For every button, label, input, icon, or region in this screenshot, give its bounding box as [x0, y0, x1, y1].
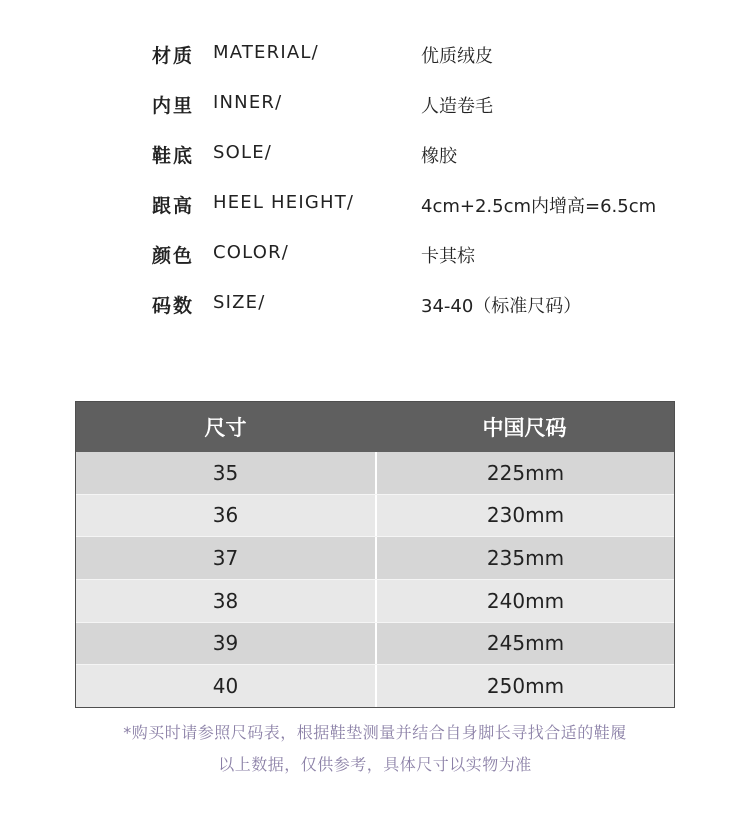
- spec-label-en: MATERIAL/: [213, 42, 319, 63]
- table-cell-size: 36: [76, 495, 377, 537]
- spec-label-en: INNER/: [213, 92, 283, 113]
- spec-row-material: [0, 28, 750, 78]
- column-header-size: 尺寸: [204, 416, 247, 440]
- spec-row-inner: [0, 78, 750, 128]
- spec-label-cn: 跟高: [152, 195, 195, 217]
- table-row: [76, 494, 674, 537]
- table-cell-length: 230mm: [486, 503, 565, 528]
- table-cell-size: 40: [76, 665, 377, 707]
- spec-value: 卡其棕: [421, 246, 475, 267]
- size-chart-table: [75, 401, 675, 708]
- spec-list: [0, 28, 750, 328]
- table-cell-size: 38: [76, 580, 377, 622]
- spec-value: 优质绒皮: [421, 46, 493, 67]
- spec-label-cn: 鞋底: [152, 145, 195, 167]
- spec-value: 4cm+2.5cm内增高=6.5cm: [421, 196, 657, 217]
- spec-label-en: COLOR/: [213, 242, 290, 263]
- table-cell-size: 39: [76, 623, 377, 665]
- spec-value: 橡胶: [421, 146, 457, 167]
- spec-label-cn: 码数: [152, 295, 195, 317]
- table-cell-length: 245mm: [486, 631, 565, 656]
- spec-label-cn: 内里: [152, 95, 195, 117]
- size-note-line-2: 以上数据，仅供参考，具体尺寸以实物为准: [218, 755, 532, 774]
- column-header-cn-size: 中国尺码: [482, 416, 567, 440]
- spec-row-heel-height: [0, 178, 750, 228]
- table-row: [76, 664, 674, 707]
- spec-label-en: SIZE/: [213, 292, 266, 313]
- spec-label-cn: 颜色: [152, 245, 195, 267]
- spec-row-color: [0, 228, 750, 278]
- table-cell-length: 250mm: [486, 674, 565, 699]
- table-row: [76, 536, 674, 579]
- table-row: [76, 452, 674, 494]
- spec-label-cn: 材质: [152, 45, 195, 67]
- spec-label-en: HEEL HEIGHT/: [213, 192, 355, 213]
- table-cell-length: 240mm: [486, 588, 565, 613]
- table-cell-length: 225mm: [486, 460, 565, 485]
- table-cell-size: 37: [76, 537, 377, 579]
- size-note-line-1: *购买时请参照尺码表，根据鞋垫测量并结合自身脚长寻找合适的鞋履: [123, 723, 627, 742]
- table-header: [76, 402, 674, 452]
- table-row: [76, 579, 674, 622]
- spec-label-en: SOLE/: [213, 142, 273, 163]
- table-cell-length: 235mm: [486, 546, 565, 571]
- table-row: [76, 622, 674, 665]
- spec-row-sole: [0, 128, 750, 178]
- table-cell-size: 35: [76, 452, 377, 494]
- spec-value: 34-40（标准尺码）: [421, 296, 582, 317]
- spec-value: 人造卷毛: [421, 96, 493, 117]
- spec-row-size: [0, 278, 750, 328]
